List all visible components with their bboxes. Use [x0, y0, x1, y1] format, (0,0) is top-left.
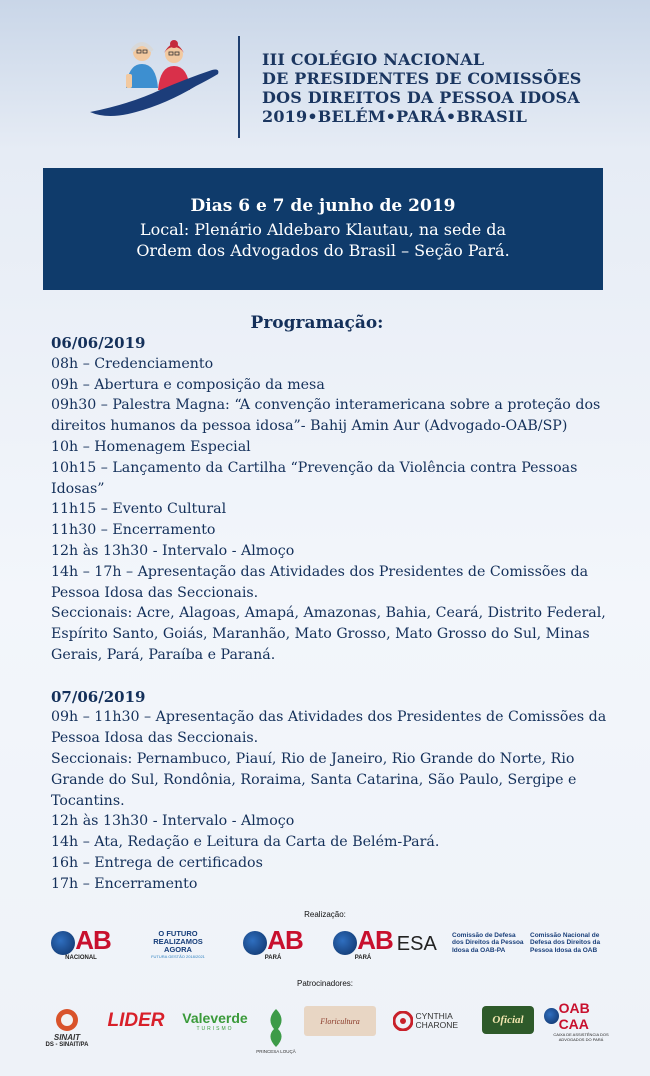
cynthia-charone-text: CYNTHIA CHARONE	[415, 1011, 459, 1030]
schedule-line: 12h às 13h30 - Intervalo - Almoço	[51, 542, 295, 559]
schedule-line: Pessoa Idosa das Seccionais.	[51, 584, 259, 601]
day2-label: 07/06/2019	[51, 687, 146, 706]
schedule-line: 08h – Credenciamento	[51, 355, 214, 372]
schedule-line: 12h às 13h30 - Intervalo - Almoço	[51, 813, 295, 830]
sinait-logo	[34, 996, 100, 1058]
oab-para-sub: PARÁ	[264, 954, 282, 961]
oab-esa-sub: PARÁ	[354, 954, 372, 961]
header-divider	[238, 36, 240, 138]
schedule-line: 14h – Ata, Redação e Leitura da Carta de Belém-Pará.	[51, 834, 440, 851]
sinait-sub: DS - SINAIT/PA	[45, 1041, 89, 1048]
schedule-line: 09h – 11h30 – Apresentação das Atividades dos Presidentes de Comissões da	[51, 709, 607, 726]
floricultura-text: Floricultura	[320, 1016, 360, 1026]
day1-label: 06/06/2019	[51, 334, 146, 352]
day1-items	[51, 354, 611, 666]
schedule-line: 10h – Homenagem Especial	[51, 438, 251, 455]
schedule-line: Seccionais: Pernambuco, Piauí, Rio de Janeiro, Rio Grande do Norte, Rio	[51, 750, 575, 767]
valeverde-text: Valeverde	[182, 1010, 248, 1026]
title-line-4: 2019•BELÉM•PARÁ•BRASIL	[262, 107, 528, 126]
oab-para-mark: AB	[267, 925, 303, 956]
comissao-nacional-logo	[530, 926, 604, 960]
day2-items	[51, 707, 611, 894]
floricultura-logo	[304, 1006, 376, 1036]
esa-text: ESA	[396, 932, 437, 955]
place-state: PARÁ	[396, 107, 446, 126]
oab-esa-logo	[330, 924, 440, 964]
futuro-sub: FUTURA GESTÃO 2018/2021	[151, 953, 205, 959]
lider-text: LIDER	[107, 1010, 165, 1031]
cynthia-charone-logo	[392, 1006, 468, 1036]
place-city: BELÉM	[317, 107, 386, 126]
comissao-nacional-text: Comissão Nacional de Defesa dos Direitos da Pessoa Idosa da OAB	[530, 931, 601, 954]
lider-logo	[104, 1006, 168, 1036]
schedule-line: 11h30 – Encerramento	[51, 522, 216, 539]
princesa-louca-logo	[256, 994, 296, 1066]
place-country: BRASIL	[456, 107, 528, 126]
schedule-line: 10h15 – Lançamento da Cartilha “Prevenção da Violência contra Pessoas	[51, 459, 578, 476]
schedule-line: Seccionais: Acre, Alagoas, Amapá, Amazonas, Bahia, Ceará, Distrito Federal,	[51, 605, 606, 622]
comissao-oab-pa-logo	[452, 926, 524, 960]
schedule-line: Tocantins.	[51, 792, 125, 809]
sinait-name: SINAIT	[53, 1032, 81, 1042]
title-line-3: DOS DIREITOS DA PESSOA IDOSA	[262, 88, 580, 107]
realizacao-label: Realização:	[304, 910, 346, 919]
oab-para-logo	[240, 924, 306, 964]
oab-caa-logo	[544, 1000, 618, 1042]
schedule-line: 09h – Abertura e composição da mesa	[51, 376, 325, 393]
schedule-line: Idosas”	[51, 480, 105, 497]
schedule-line: Gerais, Pará, Paraíba e Paraná.	[51, 646, 276, 663]
location-line-2: Ordem dos Advogados do Brasil – Seção Pará.	[136, 241, 510, 260]
princesa-louca-icon	[263, 1007, 289, 1049]
comissao-oab-pa-text: Comissão de Defesa dos Direitos da Pessoa Idosa da OAB-PA	[452, 931, 524, 954]
oab-nacional-logo	[44, 924, 118, 964]
program-schedule	[51, 333, 611, 895]
event-year: 2019	[262, 107, 308, 126]
oab-esa-mark: AB	[357, 925, 393, 956]
futuro-text: O FUTURO REALIZAMOS AGORA	[153, 928, 203, 954]
oficial-logo	[482, 1006, 534, 1034]
title-line-1: III COLÉGIO NACIONAL	[262, 50, 485, 69]
futuro-realizamos-logo	[128, 926, 228, 962]
princesa-louca-text: PRINCESA LOUÇÃ	[256, 1048, 296, 1054]
elderly-couple-hands-logo	[86, 38, 220, 122]
event-title	[262, 50, 642, 126]
oficial-text: Oficial	[492, 1014, 524, 1026]
title-line-2: DE PRESIDENTES DE COMISSÕES	[262, 69, 582, 88]
date-location-box	[43, 168, 603, 290]
event-header	[0, 0, 650, 150]
oab-nacional-mark: AB	[75, 925, 111, 956]
schedule-line: direitos humanos da pessoa idosa”- Bahij Amin Aur (Advogado-OAB/SP)	[51, 418, 568, 435]
oab-caa-text: OAB CAA	[558, 1000, 590, 1032]
schedule-line: Espírito Santo, Goiás, Maranhão, Mato Grosso, Mato Grosso do Sul, Minas	[51, 626, 590, 643]
sinait-emblem-icon	[47, 1007, 87, 1033]
schedule-line: 09h30 – Palestra Magna: “A convenção interamericana sobre a proteção dos	[51, 397, 601, 414]
location-line-1: Local: Plenário Aldebaro Klautau, na sede da	[139, 220, 507, 239]
schedule-line: 14h – 17h – Apresentação das Atividades dos Presidentes de Comissões da	[51, 563, 589, 580]
cc-monogram-icon	[393, 1011, 413, 1031]
valeverde-sub: TURISMO	[196, 1026, 234, 1032]
program-title: Programação:	[250, 313, 384, 333]
schedule-line: Pessoa Idosa das Seccionais.	[51, 730, 259, 747]
event-date: Dias 6 e 7 de junho de 2019	[190, 196, 456, 216]
valeverde-logo	[180, 1002, 250, 1040]
patrocinadores-label: Patrocinadores:	[296, 979, 354, 988]
oab-caa-sub: CAIXA DE ASSISTÊNCIA DOS ADVOGADOS DO PARÁ	[553, 1032, 609, 1042]
schedule-line: 11h15 – Evento Cultural	[51, 501, 227, 518]
schedule-line: 16h – Entrega de certificados	[51, 854, 263, 871]
schedule-line: Grande do Sul, Rondônia, Roraima, Santa Catarina, São Paulo, Sergipe e	[51, 771, 577, 788]
schedule-line: 17h – Encerramento	[51, 875, 198, 892]
oab-nacional-sub: NACIONAL	[65, 954, 97, 961]
